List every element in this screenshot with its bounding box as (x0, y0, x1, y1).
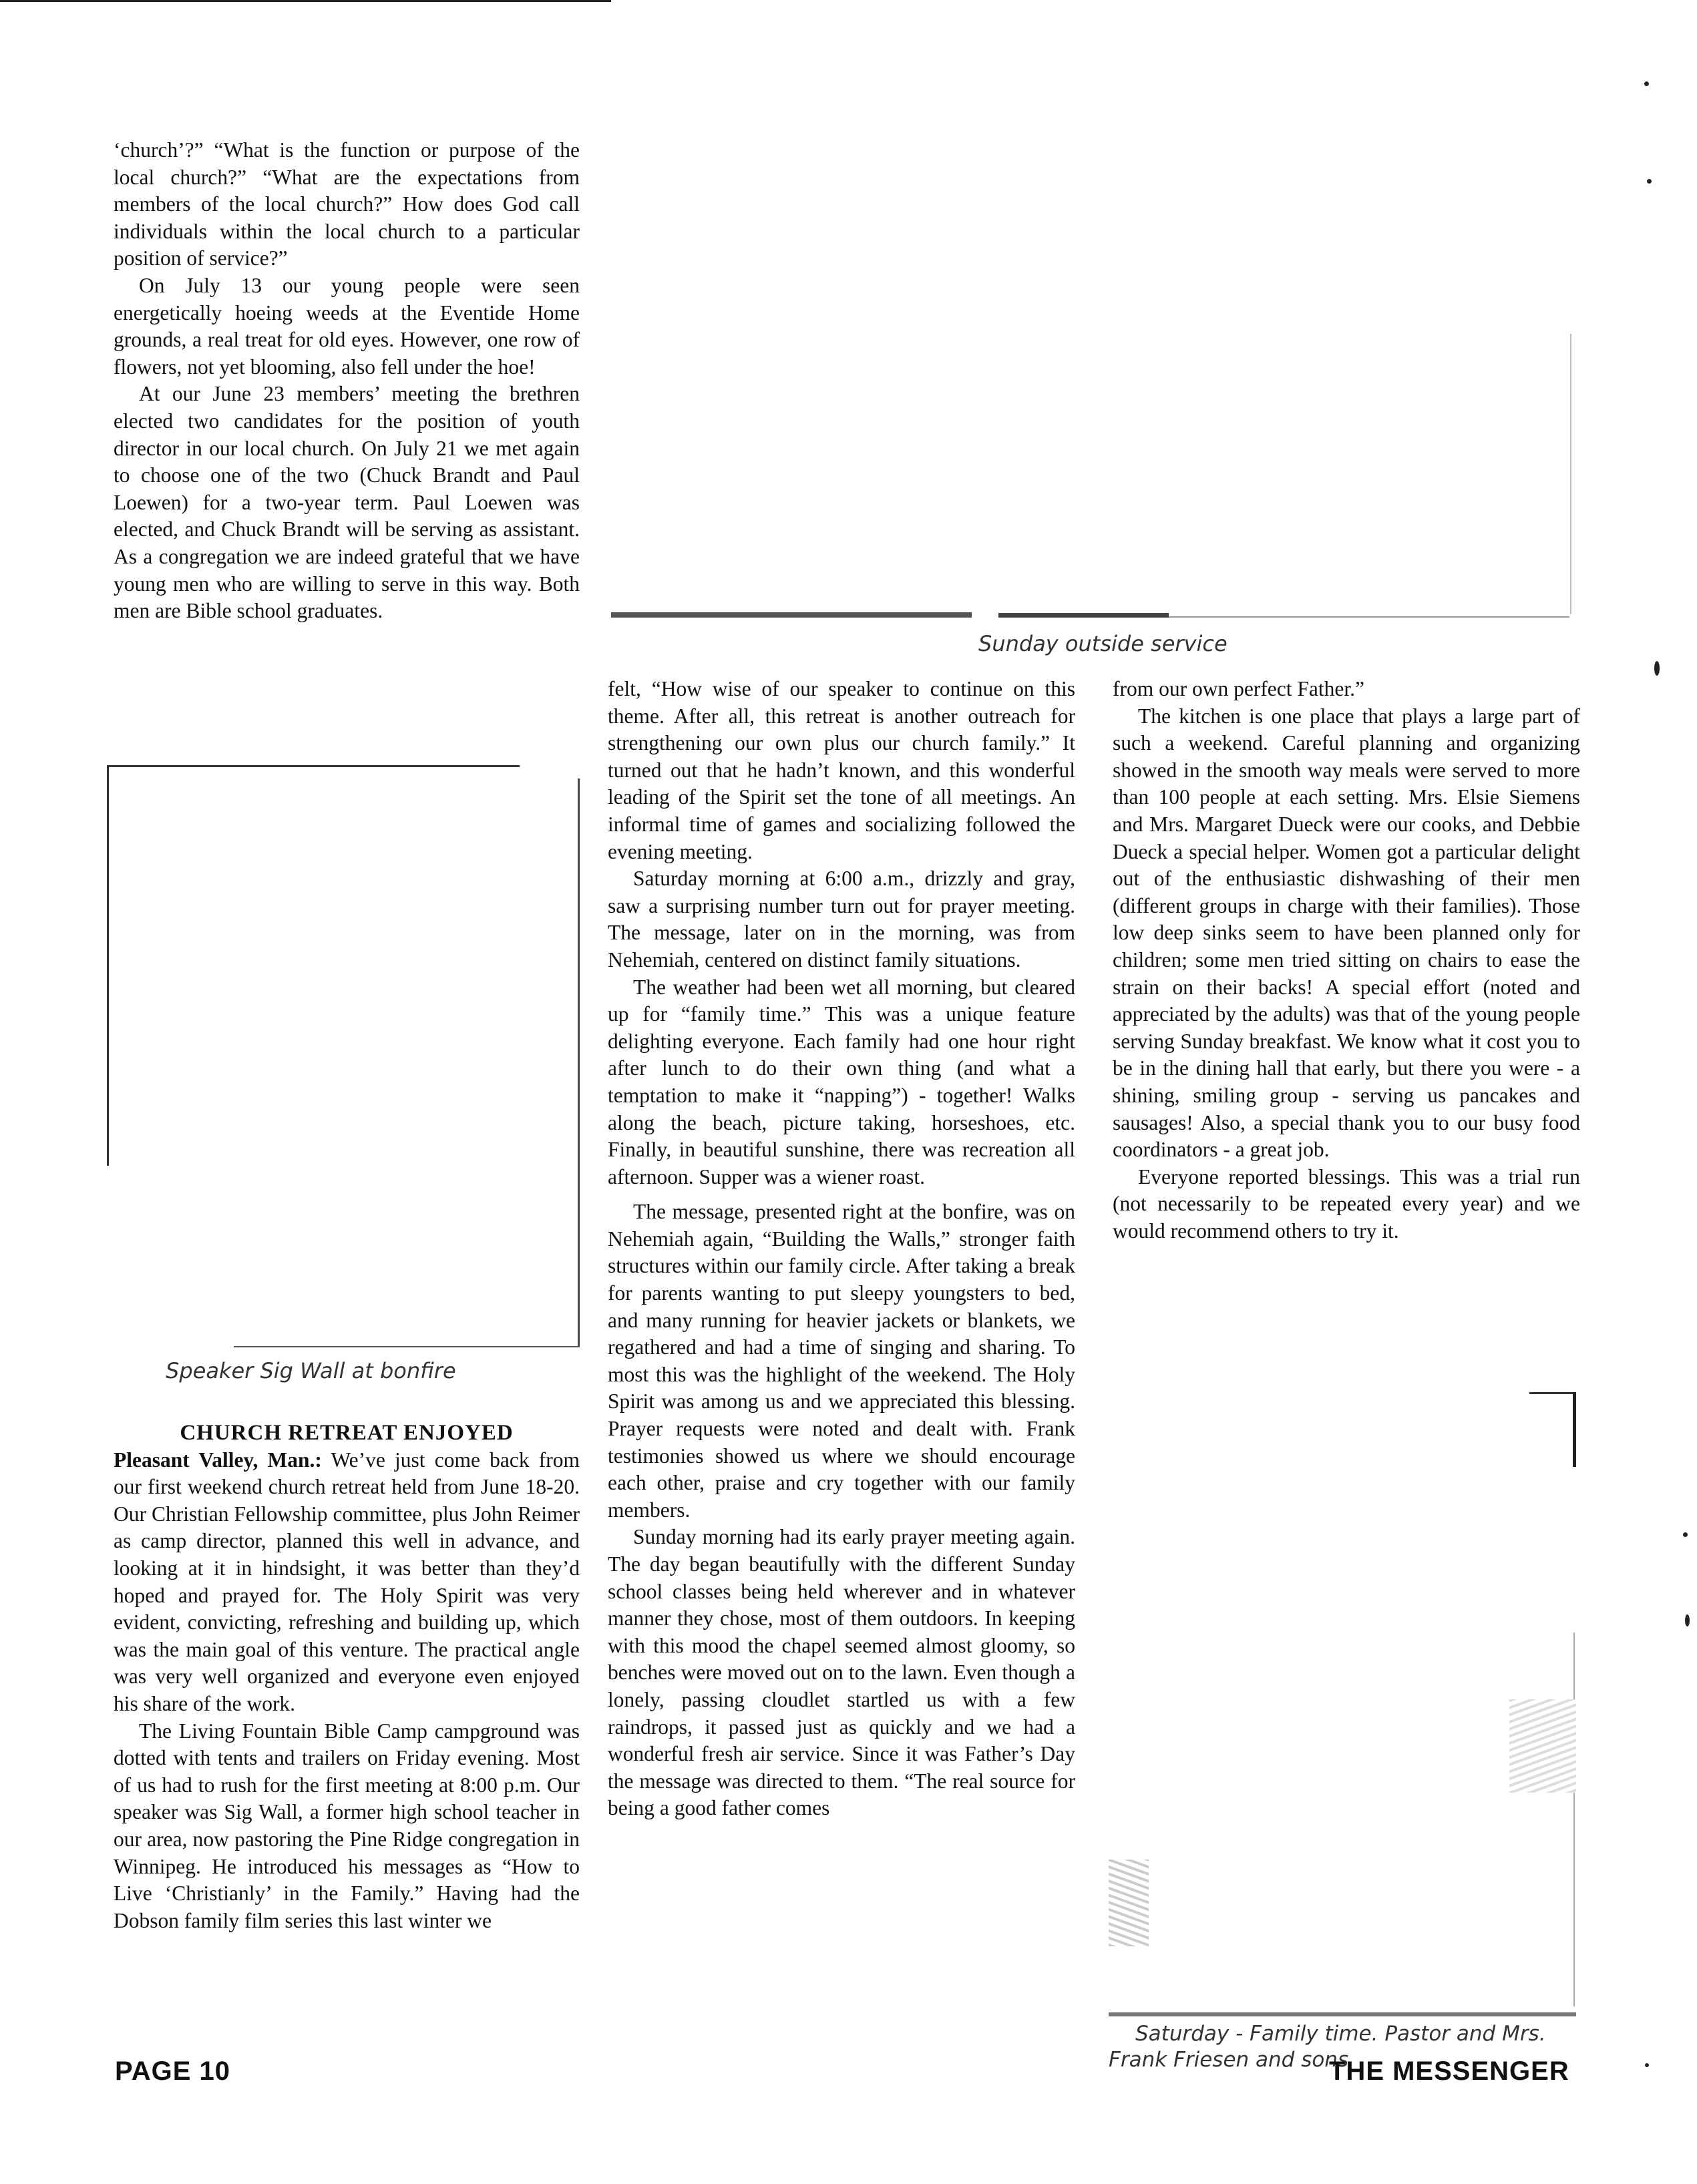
scan-speck (1644, 81, 1649, 86)
photo-frame-right (1570, 334, 1571, 614)
paragraph: The Living Fountain Bible Camp campground was dotted with tents and trailers on Friday evening. Most of us had to rush for the first meeting at 8:00 p.m. Our speaker was Sig Wall, a former high school teacher in our area, now pastoring the Pine Ridge congregation in Winnipeg. He introduced his messages as “How to Live ‘Christianly’ in the Family.” Having had the Dobson family film series this last winter we (114, 1719, 580, 1932)
dateline: Pleasant Valley, Man.: (114, 1448, 322, 1472)
paragraph: The message, presented right at the bonfire, was on Nehemiah again, “Building the Walls,” stronger faith structures within our family circle. After taking a break for parents wanting to put sleepy youngsters to bed, and many running for heavier jackets or blankets, we regathered and had a time of singing and sharing. To most this was the highlight of the weekend. The Holy Spirit was among us and we appreciated this blessing. Prayer requests were noted and dealt with. Frank testimonies showed us where we should encourage each other, praise and cry together with our family members. (608, 1200, 1075, 1522)
paragraph: Everyone reported blessings. This was a trial run (not necessarily to be repeated every year) and we would recommend others to try it. (1113, 1164, 1580, 1243)
photo-frame-right (1573, 1392, 1576, 1467)
paragraph: On July 13 our young people were seen energetically hoeing weeds at the Eventide Home grounds, a real treat for old eyes. However, one row of flowers, not yet blooming, also fell under the hoe! (114, 273, 580, 379)
photo-caption-line-1: Saturday - Family time. Pastor and Mrs. (1135, 2022, 1546, 2046)
photo-family-time (1109, 1392, 1576, 2016)
photo-frame-bottom (234, 1346, 580, 1347)
photo-frame-left (107, 765, 109, 1166)
photo-frame-right (578, 779, 580, 1347)
paragraph: Saturday morning at 6:00 a.m., drizzly and gray, saw a surprising number turn out for prayer meeting. The message, later on in the morning, was from Nehemiah, centered on distinct family situations. (608, 867, 1075, 971)
photo-frame-bottom (1169, 616, 1569, 618)
photo-texture (1509, 1699, 1576, 1793)
page-number: PAGE 10 (115, 2056, 230, 2086)
paragraph: felt, “How wise of our speaker to continue on this theme. After all, this retreat is another outreach for strengthening our own plus our church family.” It turned out that he hadn’t known, and this wonderful leading of the Spirit set the tone of all meetings. An informal time of games and socializing followed the evening meeting. (608, 677, 1075, 863)
photo-sunday-outside-service (611, 0, 1571, 618)
scan-speck (1685, 1614, 1690, 1626)
article-lead-paragraph (114, 1447, 580, 1718)
column-3-text (1113, 676, 1580, 1245)
paragraph: from our own perfect Father.” (1113, 677, 1364, 700)
scan-speck (1645, 2063, 1649, 2067)
photo-frame-top (1529, 1392, 1576, 1394)
paragraph: Sunday morning had its early prayer meeting again. The day began beautifully with the different Sunday school classes being held wherever and in whatever manner they chose, most of them outdoors. In keeping with this mood the chapel seemed almost gloomy, so benches were moved out on to the lawn. Even though a lonely, passing cloudlet startled us with a few raindrops, it passed just as quickly and we had a wonderful fresh air service. Since it was Father’s Day the message was directed to them. “The real source for being a good father comes (608, 1525, 1075, 1820)
photo-caption: Sunday outside service (978, 631, 1228, 656)
scan-speck (1654, 661, 1660, 676)
page-top-left-edge (0, 0, 613, 2)
photo-frame-bottom (998, 613, 1169, 618)
paragraph: The weather had been wet all morning, but cleared up for “family time.” This was a unique feature delighting everyone. Each family had one hour right after lunch to do their own thing (and what a temptation to make it “napping”) - together! Walks along the beach, picture taking, horseshoes, etc. Finally, in beautiful sunshine, there was recreation all afternoon. Supper was a wiener roast. (608, 975, 1075, 1188)
scan-speck (1647, 179, 1652, 184)
photo-caption: Speaker Sig Wall at bonfire (166, 1358, 456, 1383)
article-church-retreat (114, 1419, 580, 1934)
photo-frame-bottom (1109, 2012, 1576, 2016)
paragraph: The kitchen is one place that plays a large part of such a weekend. Careful planning and organizing showed in the smooth way meals were served to more than 100 people at each setting. Mrs. Elsie Siemens and Mrs. Margaret Dueck were our cooks, and Debbie Dueck a special helper. Women got a particular delight out of the enthusiastic dishwashing of their men (different groups in charge with their families). Those low deep sinks seem to have been planned only for children; some men tried sitting on chairs to ease the strain on their backs! A special effort (noted and appreciated by the adults) was that of the young people serving Sunday breakfast. We know what it cost you to be in the dining hall that early, but there you were - a shining, smiling group - serving us pancakes and sausages! Also, a special thank you to our busy food coordinators - a great job. (1113, 704, 1580, 1162)
publication-name: THE MESSENGER (1329, 2056, 1569, 2086)
photo-caption-line-2: Frank Friesen and sons (1109, 2048, 1349, 2072)
photo-speaker-at-bonfire (107, 765, 580, 1347)
article-heading: CHURCH RETREAT ENJOYED (180, 1421, 514, 1445)
photo-frame-right (1573, 1632, 1575, 2006)
column-1-continued-text (114, 137, 580, 625)
paragraph: At our June 23 members’ meeting the brethren elected two candidates for the position of youth director in our local church. On July 21 we met again to choose one of the two (Chuck Brandt and Paul Loewen) for a two-year term. Paul Loewen was elected, and Chuck Brandt will be serving as assistant. As a congregation we are indeed grateful that we have young men who are willing to serve in this way. Both men are Bible school graduates. (114, 382, 580, 623)
photo-frame-bottom (611, 612, 972, 618)
scan-speck (1683, 1532, 1688, 1537)
photo-frame-top (107, 765, 520, 767)
photo-texture (1109, 1860, 1149, 1946)
paragraph-text: We’ve just come back from our first weekend church retreat held from June 18-20. Our Christian Fellowship committee, plus John Reimer as camp director, planned this well in advance, and looking at it in hindsight, it was better than they’d hoped and prayed for. The Holy Spirit was very evident, convicting, refreshing and building up, which was the main goal of this venture. The practical angle was very well organized and everyone even enjoyed his share of the work. (114, 1448, 580, 1715)
column-2-text (608, 676, 1075, 1822)
paragraph: ‘church’?” “What is the function or purpose of the local church?” “What are the expectations from members of the local church?” How does God call individuals within the local church to a particular position of service?” (114, 138, 580, 270)
